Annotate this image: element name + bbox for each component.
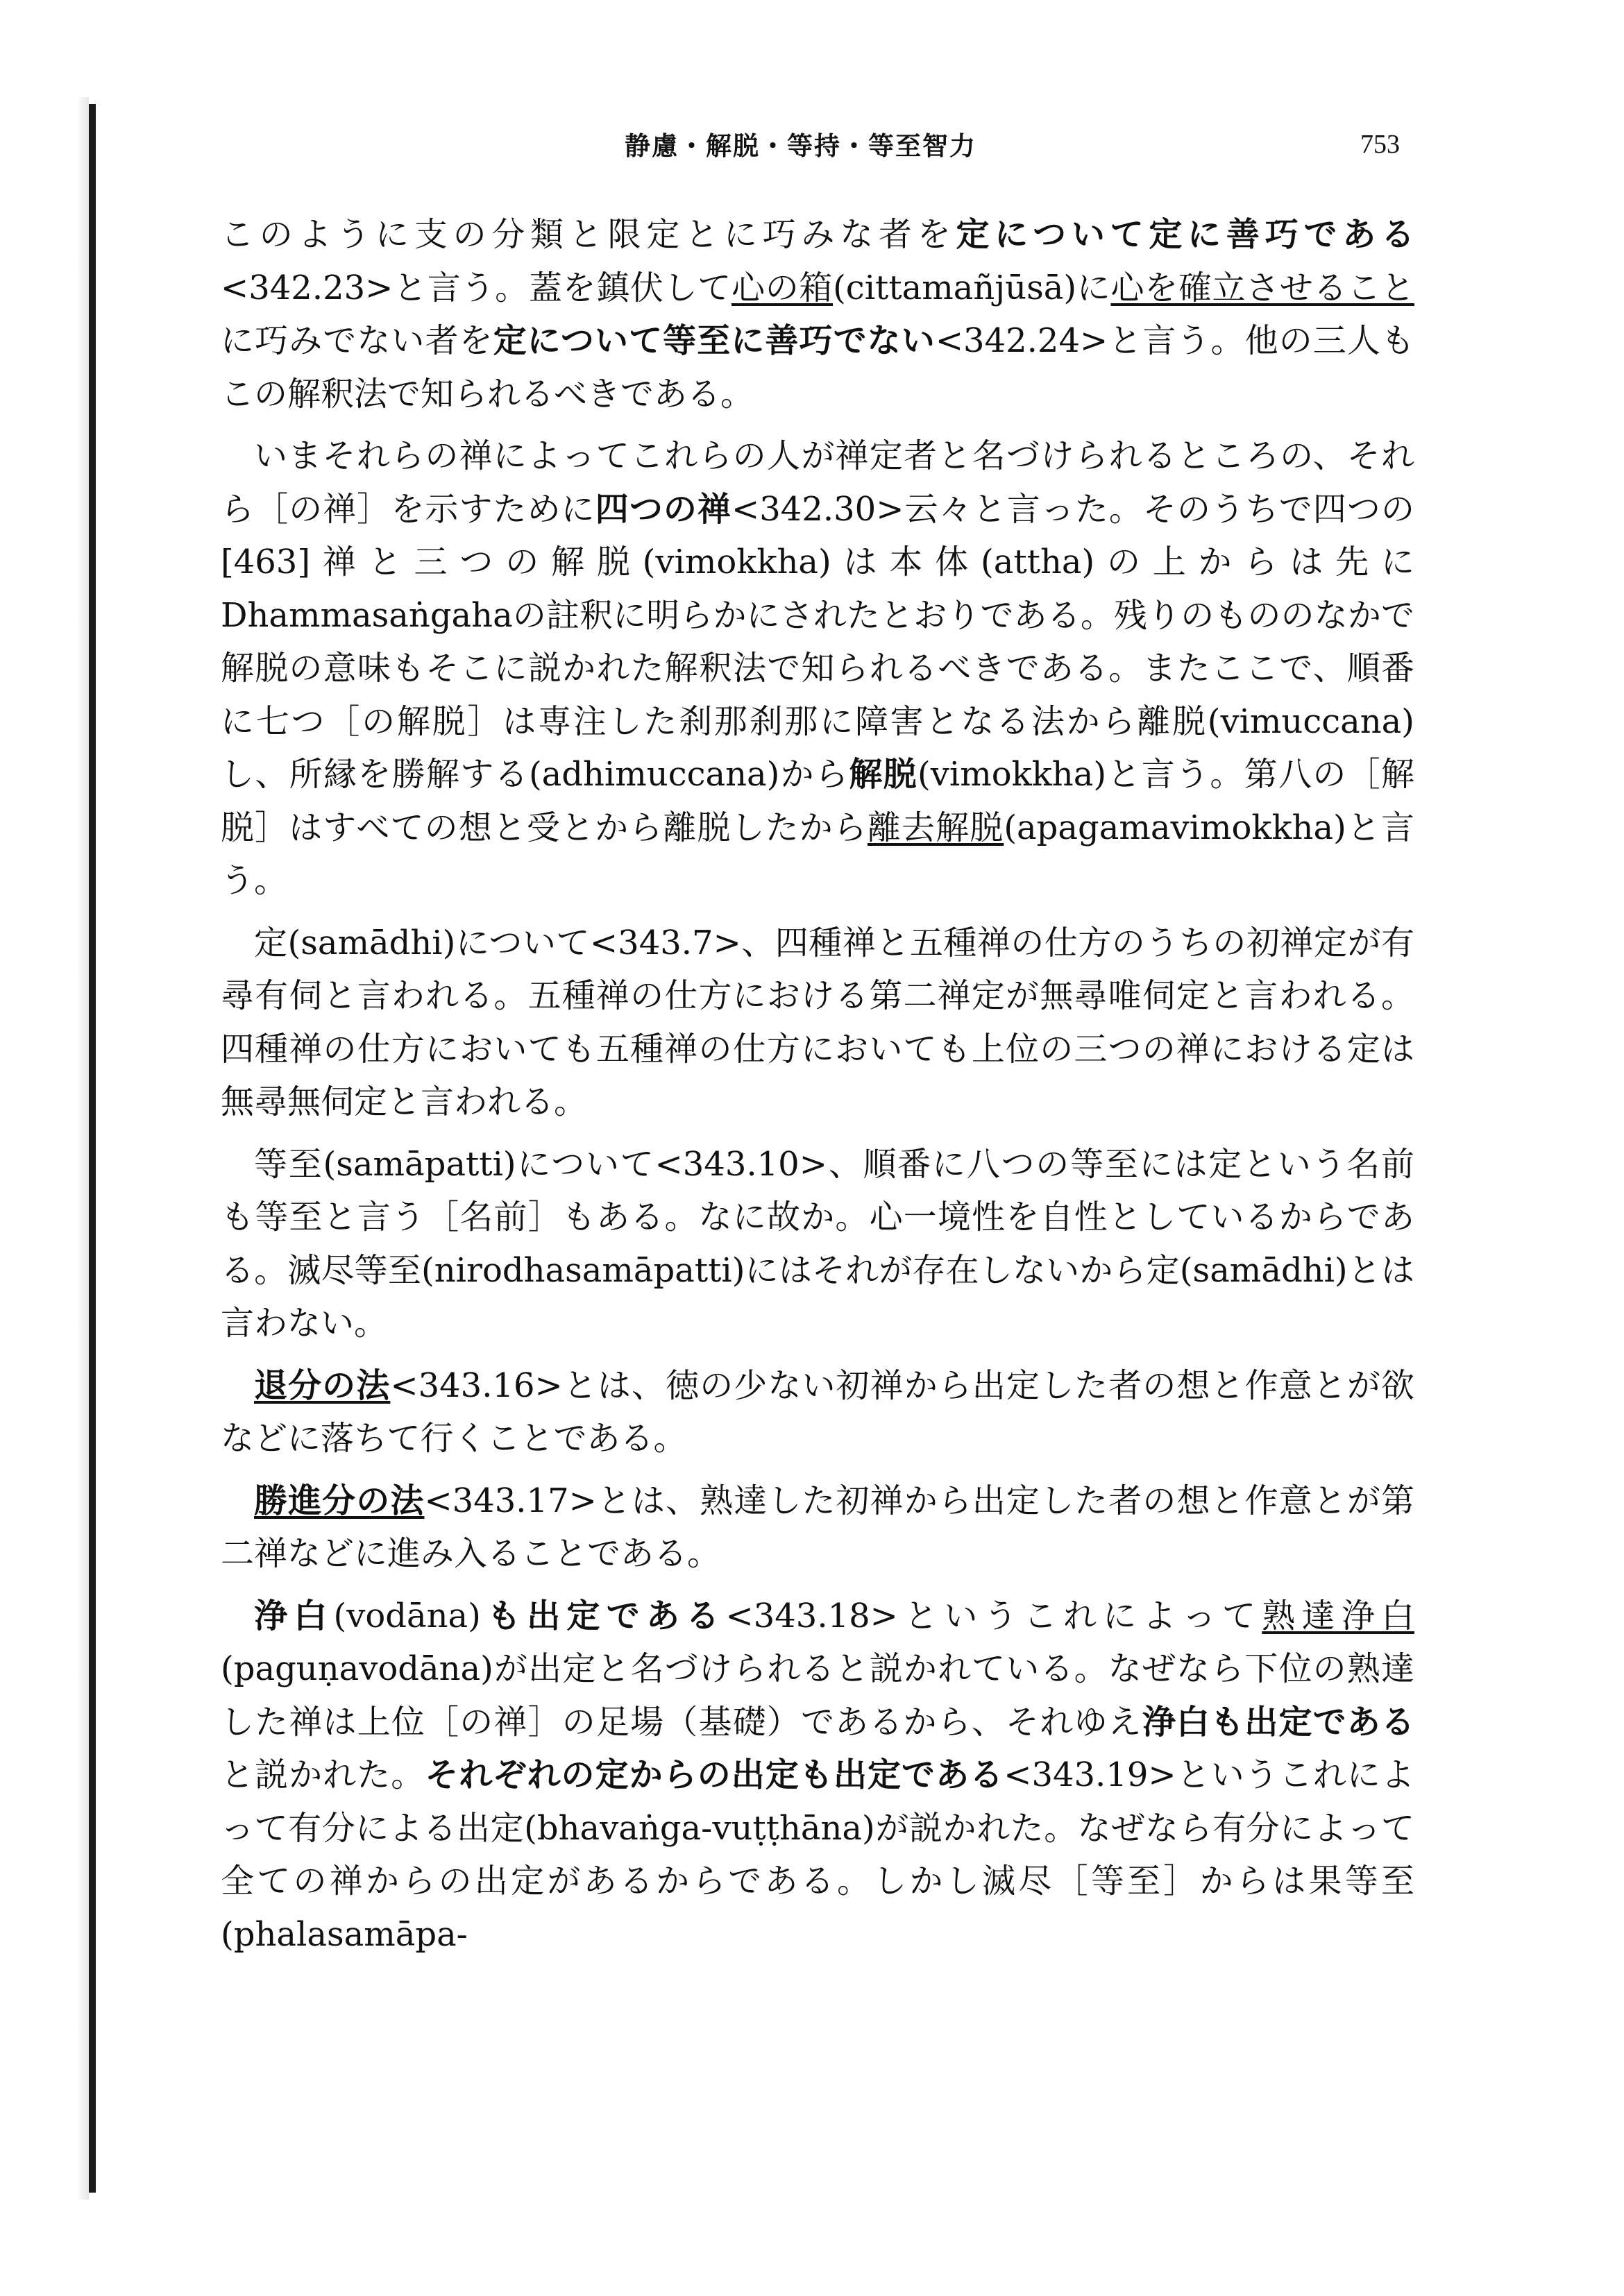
text-span: <343.18>というこれによって	[725, 1596, 1262, 1635]
bold-term: 解脱	[849, 755, 917, 794]
bold-term: 四つの禅	[595, 489, 732, 529]
text-span: に巧みでない者を	[221, 321, 493, 360]
text-span: <342.30>云々と言った。そのうちで四つの[463]禅と三つの解脱(vimokkha)は本体(attha)の上からは先にDhammasaṅgahaの註釈に明らかにされたとおりである。残りのもののなかで解脱の意味もそこに説かれた解釈法で知られるべきである。またここで、順番に七つ［の解脱］は専注した刹那刹那に障害となる法から離脱(vimuccana)し、所縁を勝解する(adhimuccana)から	[221, 489, 1414, 794]
text-span: (cittamañjūsā)に	[833, 268, 1111, 307]
paragraph-1	[221, 208, 1414, 420]
paragraph-6	[221, 1474, 1414, 1581]
text-span: (apagamavimokkha)と言う。	[221, 808, 1414, 900]
paragraph-4	[221, 1138, 1414, 1350]
bold-term: 浄白	[254, 1596, 334, 1635]
bold-underlined-term: 勝進分の法	[254, 1481, 425, 1520]
paragraph-5	[221, 1359, 1414, 1465]
text-span: <343.16>とは、徳の少ない初禅から出定した者の想と作意とが欲などに落ちて行くことである。	[221, 1366, 1414, 1458]
underlined-term: 熟達浄白	[1262, 1596, 1414, 1635]
bold-term: 浄白も出定である	[1142, 1702, 1414, 1742]
text-span: 等至(samāpatti)について<343.10>、順番に八つの等至には定という名前も等至と言う［名前］もある。なに故か。心一境性を自性としているからである。滅尽等至(nirodhasamāpatti)にはそれが存在しないから定(samādhi)とは言わない。	[221, 1144, 1414, 1343]
bold-term: それぞれの定からの出定も出定である	[425, 1755, 1004, 1794]
bold-term: 定について等至に善巧でない	[493, 321, 936, 360]
binding-edge	[89, 104, 96, 2193]
text-span: <343.19>というこれによって有分による出定(bhavaṅga-vuṭṭhāna)が説かれた。なぜなら有分によって全ての禅からの出定があるからである。しかし滅尽［等至］からは果等至(phalasamāpa-	[221, 1755, 1414, 1954]
underlined-term: 心の箱	[731, 268, 834, 307]
body-text	[221, 208, 1414, 1970]
text-span: と説かれた。	[221, 1755, 425, 1794]
bold-term: も出定である	[480, 1596, 726, 1635]
running-head: 静慮・解脱・等持・等至智力	[625, 130, 976, 161]
bold-term: 定について定に善巧である	[956, 215, 1414, 254]
underlined-term: 離去解脱	[867, 808, 1004, 847]
text-span: (paguṇavodāna)が出定と名づけられると説かれている。なぜなら下位の熟達した禅は上位［の禅］の足場（基礎）であるから、それゆえ	[221, 1649, 1414, 1742]
underlined-term: 心を確立させること	[1110, 268, 1414, 307]
text-span: <343.17>とは、熟達した初禅から出定した者の想と作意とが第二禅などに進み入ることである。	[221, 1481, 1414, 1573]
text-span: (vodāna)	[333, 1596, 481, 1635]
page-number: 753	[1360, 130, 1400, 159]
paragraph-3	[221, 917, 1414, 1129]
text-span: 定(samādhi)について<343.7>、四種禅と五種禅の仕方のうちの初禅定が有尋有伺と言われる。五種禅の仕方における第二禅定が無尋唯伺定と言われる。四種禅の仕方においても五種禅の仕方においても上位の三つの禅における定は無尋無伺定と言われる。	[221, 923, 1414, 1121]
text-span: いまそれらの禅によってこれらの人が禅定者と名づけられるところの、それら［の禅］を示すために	[221, 436, 1414, 529]
text-span: (vimokkha)と言う。第八の［解脱］はすべての想と受とから離脱したから	[221, 755, 1414, 847]
paragraph-7	[221, 1590, 1414, 1962]
text-span: <342.23>と言う。蓋を鎮伏して	[221, 268, 731, 307]
binding-shadow	[76, 97, 89, 2200]
text-span: <342.24>と言う。他の三人もこの解釈法で知られるべきである。	[221, 321, 1414, 414]
text-span: このように支の分類と限定とに巧みな者を	[221, 215, 956, 254]
bold-underlined-term: 退分の法	[254, 1366, 391, 1405]
paragraph-2	[221, 430, 1414, 908]
